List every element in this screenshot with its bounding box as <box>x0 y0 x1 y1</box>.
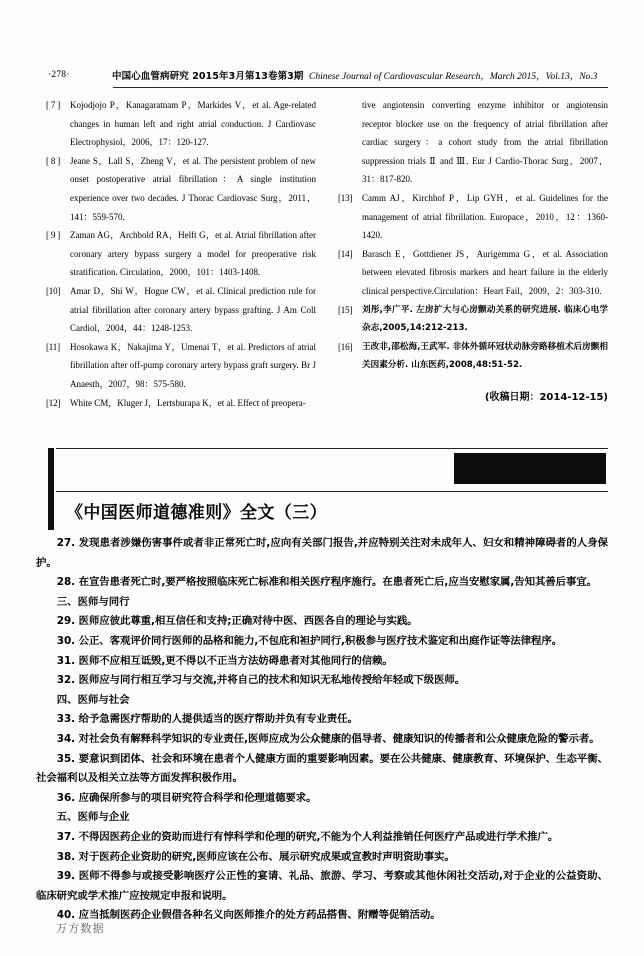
running-head-chinese: 中国心血管病研究 2015年3月第13卷第3期 <box>112 71 304 82</box>
reference-entry <box>46 152 316 226</box>
references-section <box>46 96 608 412</box>
reference-entry <box>46 394 316 413</box>
wanfang-watermark: 万方数据 <box>56 922 105 935</box>
reference-text: 刘彤,李广平. 左房扩大与心房颤动关系的研究进展. 临床心电学杂志,2005,14:212-213. <box>362 304 608 334</box>
article-clause: 37. 不得因医药企业的资助而进行有悖科学和伦理的研究,不能为个人利益推销任何医疗产品或进行学术推广。 <box>56 830 559 843</box>
ornament-rule-top <box>56 448 608 449</box>
reference-text: Jeane S，Lall S，Zheng V，et al. The persistent problem of new onset postoperative atrial fibrillation：A single institution experience over two decades. J Thorac Cardiovasc Surg，2011，141：559-570. <box>70 155 316 222</box>
reference-entry <box>338 245 608 301</box>
ornament-vertical-bar <box>48 448 54 530</box>
reference-entry <box>46 282 316 338</box>
reference-entry <box>46 226 316 282</box>
article-clause: 30. 公正、客观评价同行医师的品格和能力,不包庇和袒护同行,积极参与医疗技术鉴定和出庭作证等法律程序。 <box>56 634 563 647</box>
reference-entry <box>338 301 608 338</box>
article-section-heading: 四、医师与社会 <box>56 693 130 706</box>
reference-text: White CM，Kluger J，Lertsburapa K，et al. Effect of preopera- <box>70 397 306 408</box>
reference-text: Kojodjojo P，Kanagaratnam P，Markides V，et al. Age-related changes in human left and right atrial conduction. J Cardiovasc Electrophysiol，2006，17：120-127. <box>70 100 316 148</box>
reference-text: Barasch E，Gottdiener JS，Aurigemma G，et al. Association between elevated fibrosis markers and heart failure in the elderly clinical perspective.Circulation：Heart Fail，2009，2：303-310. <box>362 248 608 296</box>
running-head <box>0 68 644 84</box>
reference-text: Amar D，Shi W，Hogue CW，et al. Clinical prediction rule for atrial fibrillation after coronary artery bypass grafting. J Am Coll Cardiol，2004，44：1248-1253. <box>70 285 316 334</box>
ornament-black-block <box>454 453 606 484</box>
received-date: (收稿日期：2014-12-15) <box>484 392 608 403</box>
reference-text: 王改非,邵松海,王武军. 非体外循环冠状动脉旁路移植术后房颤相关因素分析. 山东医药,2008,48:51-52. <box>362 341 608 371</box>
article-title: 《中国医师道德准则》全文（三） <box>66 503 327 523</box>
reference-number: [12] <box>46 397 61 408</box>
article-clause: 40. 应当抵制医药企业假借各种名义向医师推介的处方药品搭售、附赠等促销活动。 <box>56 909 441 922</box>
article-clause: 28. 在宣告患者死亡时,要严格按照临床死亡标准和相关医疗程序施行。在患者死亡后,应当安慰家属,告知其善后事宜。 <box>56 576 597 589</box>
reference-number: [10] <box>46 285 61 296</box>
article-clause: 33. 给予急需医疗帮助的人提供适当的医疗帮助并负有专业责任。 <box>56 713 358 726</box>
article-body <box>36 534 608 926</box>
reference-text: Camm AJ，Kirchhof P，Lip GYH，et al. Guidelines for the management of atrial fibrillation. Europace，2010，12：1360-1420. <box>362 192 608 241</box>
references-left-column <box>46 96 316 412</box>
article-clause: 38. 对于医药企业资助的研究,医师应该在公布、展示研究成果或宣教时声明资助事实。 <box>56 850 455 863</box>
article-clause: 35. 要意识到团体、社会和环境在患者个人健康方面的重要影响因素。要在公共健康、健康教育、环境保护、生态平衡、社会福利以及相关立法等方面发挥积极作用。 <box>36 752 608 785</box>
reference-entry <box>338 189 608 245</box>
reference-entry <box>46 338 316 394</box>
reference-number: [13] <box>338 192 353 203</box>
reference-entry <box>46 96 316 152</box>
ornament-rule-middle <box>56 491 608 492</box>
reference-number: [16] <box>338 341 353 352</box>
reference-entry <box>338 338 608 375</box>
references-right-column <box>338 96 608 412</box>
reference-number: [ 7 ] <box>46 100 60 110</box>
article-header-ornament <box>48 446 608 530</box>
article-clause: 34. 对社会负有解释科学知识的专业责任,医师应成为公众健康的倡导者、健康知识的传播者和公众健康危险的警示者。 <box>56 732 600 745</box>
reference-text: Zaman AG，Archbold RA，Helft G，et al. Atrial fibrillation after coronary artery bypass surgery a model for preoperative risk stratification. Circulation，2000，101：1403-1408. <box>70 230 316 278</box>
article-clause: 29. 医师应彼此尊重,相互信任和支持;正确对待中医、西医各自的理论与实践。 <box>56 615 418 628</box>
article-clause: 39. 医师不得参与或接受影响医疗公正性的宴请、礼品、旅游、学习、考察或其他休闲社交活动,对于企业的公益资助、临床研究或学术推广应按规定申报和说明。 <box>36 870 608 902</box>
reference-number: [ 8 ] <box>46 155 60 166</box>
reference-continuation: tive angiotensin converting enzyme inhibitor or angiotensin receptor blocker use on the frequency of atrial fibrillation after cardiac surgery：a cohort study from the atrial fibrillation suppression trials Ⅱ and Ⅲ. Eur J Cardio-Thorac Surg，2007，31：817-820. <box>362 100 608 185</box>
reference-number: [14] <box>338 248 353 259</box>
article-section-heading: 五、医师与企业 <box>56 811 130 824</box>
reference-number: [11] <box>46 341 60 352</box>
reference-number: [15] <box>338 304 353 315</box>
article-clause: 32. 医师应与同行相互学习与交流,并将自己的技术和知识无私地传授给年轻或下级医师。 <box>56 674 466 687</box>
running-head-english: Chinese Journal of Cardiovascular Research，March 2015，Vol.13，No.3 <box>309 72 598 82</box>
article-clause: 36. 应确保所参与的项目研究符合科学和伦理道德要求。 <box>56 791 317 804</box>
article-section-heading: 三、医师与同行 <box>56 595 130 608</box>
running-head-rule <box>113 87 608 88</box>
article-clause: 31. 医师不应相互诋毁,更不得以不正当方法妨碍患者对其他同行的信赖。 <box>56 654 393 667</box>
page-folio: ·278· <box>48 70 70 80</box>
reference-text: Hosokawa K，Nakajima Y，Umenai T，et al. Predictors of atrial fibrillation after off-pump coronary artery bypass graft surgery. Br J Anaesth，2007，98：575-580. <box>70 341 316 389</box>
reference-number: [ 9 ] <box>46 230 60 241</box>
article-clause: 27. 发现患者涉嫌伤害事件或者非正常死亡时,应向有关部门报告,并应特别关注对未成年人、妇女和精神障碍者的人身保护。 <box>36 537 608 569</box>
